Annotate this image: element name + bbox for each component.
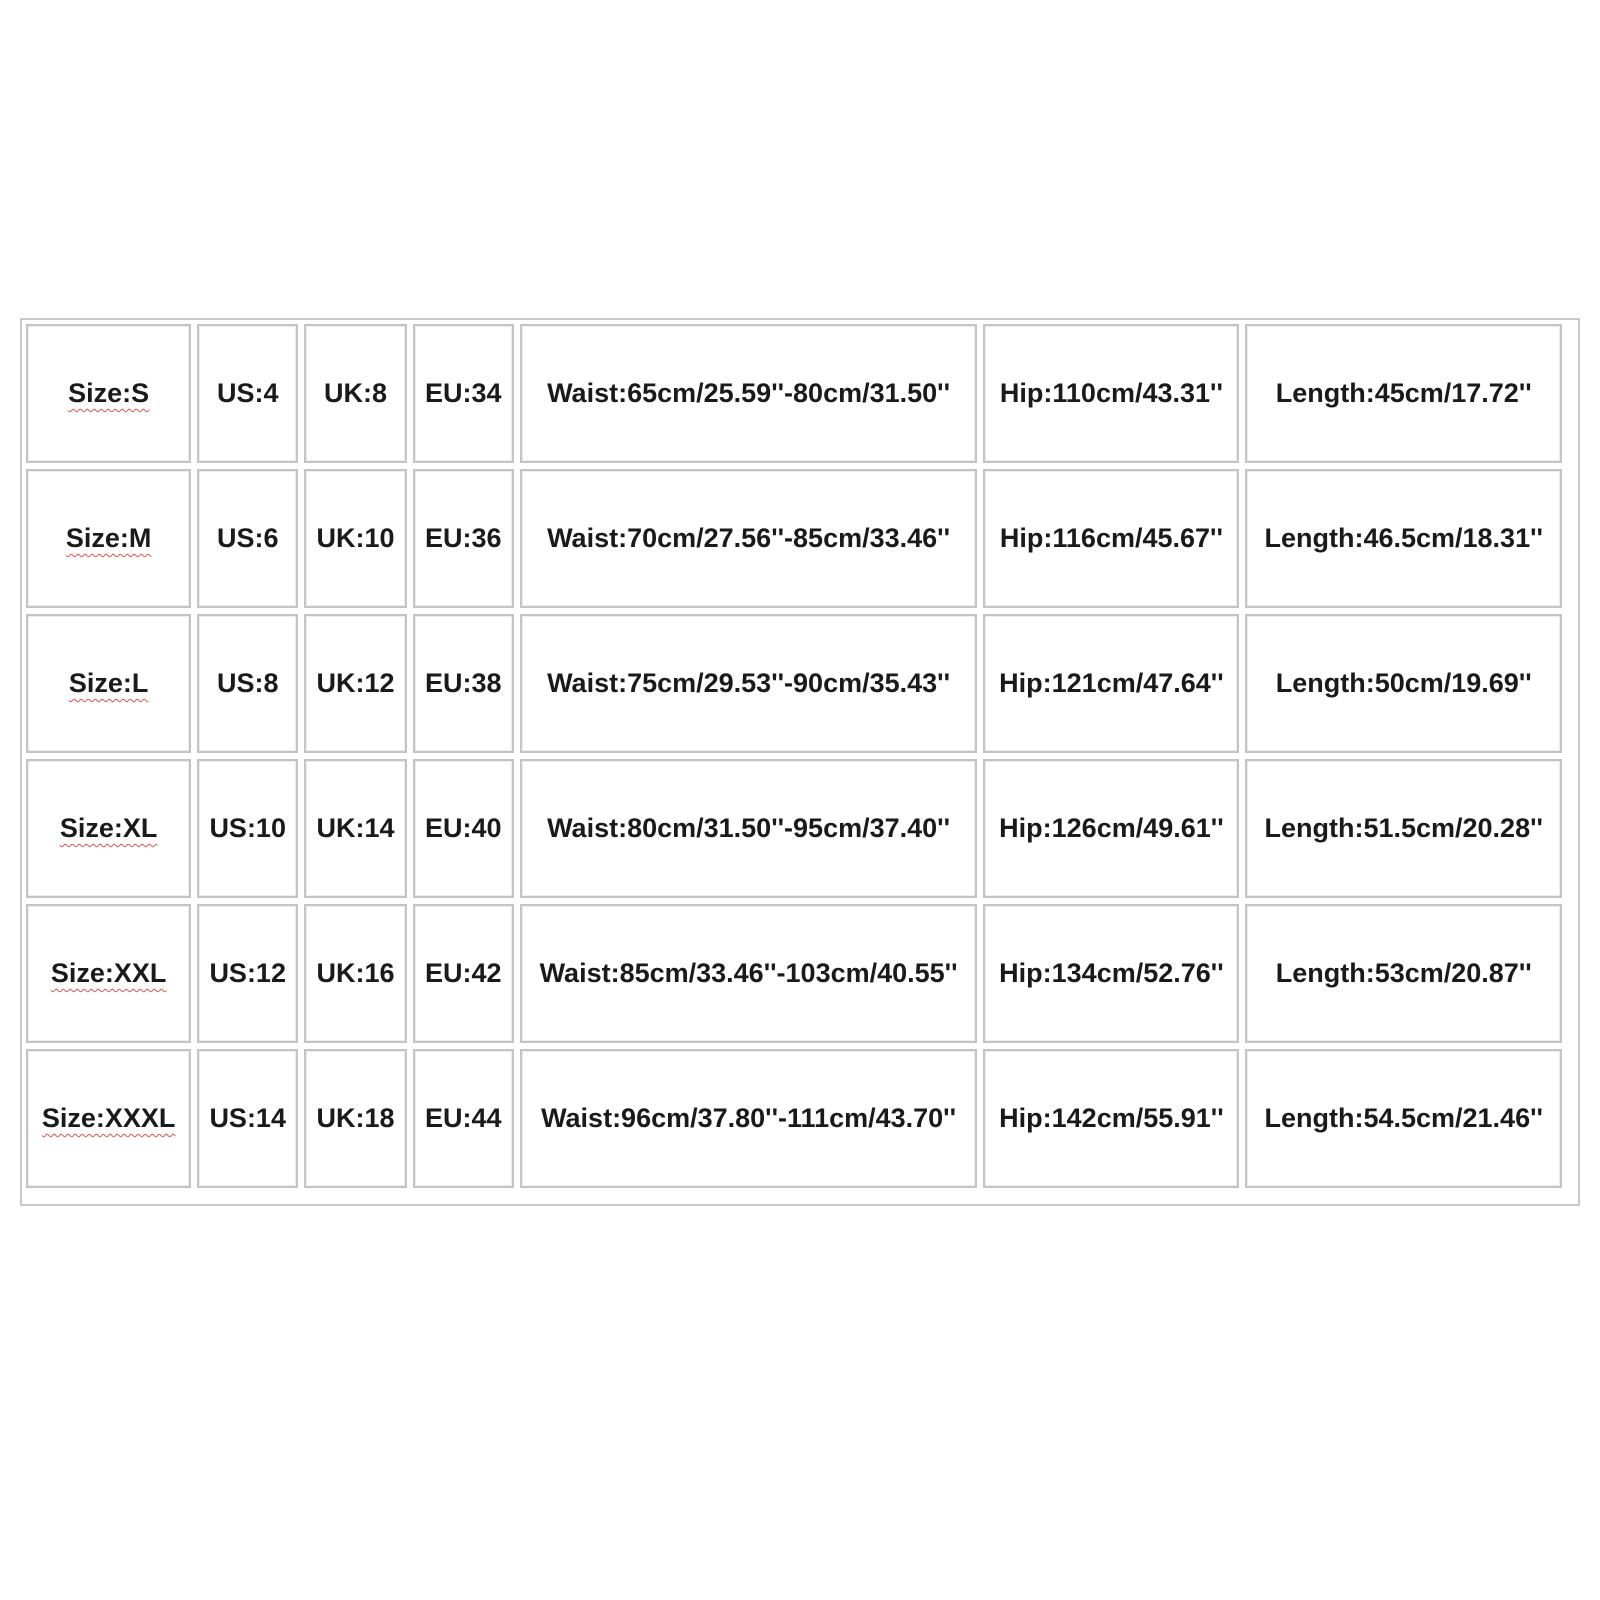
size-chart: [20, 318, 1580, 1206]
uk-size-cell: UK:10: [304, 469, 407, 608]
size-label: Size:S: [68, 378, 150, 408]
waist-cell: Waist:75cm/29.53''-90cm/35.43'': [520, 614, 978, 753]
hip-cell: Hip:134cm/52.76'': [983, 904, 1239, 1043]
size-label-cell: [26, 614, 191, 753]
size-chart-table: [20, 318, 1568, 1194]
us-size-cell: US:14: [197, 1049, 298, 1188]
eu-size-cell: EU:36: [413, 469, 514, 608]
eu-size-cell: EU:42: [413, 904, 514, 1043]
table-row: [26, 614, 1562, 753]
size-label: Size:XXXL: [41, 1103, 176, 1133]
us-size-cell: US:12: [197, 904, 298, 1043]
size-label-cell: [26, 469, 191, 608]
table-row: [26, 469, 1562, 608]
length-cell: Length:53cm/20.87'': [1245, 904, 1562, 1043]
table-row: [26, 759, 1562, 898]
size-label: Size:XL: [59, 813, 158, 843]
waist-cell: Waist:80cm/31.50''-95cm/37.40'': [520, 759, 978, 898]
size-label: Size:XXL: [50, 958, 167, 988]
table-row: [26, 904, 1562, 1043]
eu-size-cell: EU:34: [413, 324, 514, 463]
us-size-cell: US:8: [197, 614, 298, 753]
length-cell: Length:51.5cm/20.28'': [1245, 759, 1562, 898]
size-label-cell: [26, 759, 191, 898]
hip-cell: Hip:121cm/47.64'': [983, 614, 1239, 753]
size-label: Size:M: [65, 523, 152, 553]
size-label: Size:L: [68, 668, 149, 698]
waist-cell: Waist:70cm/27.56''-85cm/33.46'': [520, 469, 978, 608]
hip-cell: Hip:126cm/49.61'': [983, 759, 1239, 898]
length-cell: Length:54.5cm/21.46'': [1245, 1049, 1562, 1188]
uk-size-cell: UK:14: [304, 759, 407, 898]
table-row: [26, 324, 1562, 463]
uk-size-cell: UK:16: [304, 904, 407, 1043]
length-cell: Length:45cm/17.72'': [1245, 324, 1562, 463]
eu-size-cell: EU:40: [413, 759, 514, 898]
size-label-cell: [26, 324, 191, 463]
hip-cell: Hip:116cm/45.67'': [983, 469, 1239, 608]
hip-cell: Hip:142cm/55.91'': [983, 1049, 1239, 1188]
hip-cell: Hip:110cm/43.31'': [983, 324, 1239, 463]
waist-cell: Waist:96cm/37.80''-111cm/43.70'': [520, 1049, 978, 1188]
us-size-cell: US:4: [197, 324, 298, 463]
eu-size-cell: EU:38: [413, 614, 514, 753]
length-cell: Length:46.5cm/18.31'': [1245, 469, 1562, 608]
waist-cell: Waist:85cm/33.46''-103cm/40.55'': [520, 904, 978, 1043]
table-row: [26, 1049, 1562, 1188]
uk-size-cell: UK:18: [304, 1049, 407, 1188]
uk-size-cell: UK:8: [304, 324, 407, 463]
uk-size-cell: UK:12: [304, 614, 407, 753]
eu-size-cell: EU:44: [413, 1049, 514, 1188]
us-size-cell: US:10: [197, 759, 298, 898]
size-label-cell: [26, 1049, 191, 1188]
us-size-cell: US:6: [197, 469, 298, 608]
size-label-cell: [26, 904, 191, 1043]
length-cell: Length:50cm/19.69'': [1245, 614, 1562, 753]
waist-cell: Waist:65cm/25.59''-80cm/31.50'': [520, 324, 978, 463]
